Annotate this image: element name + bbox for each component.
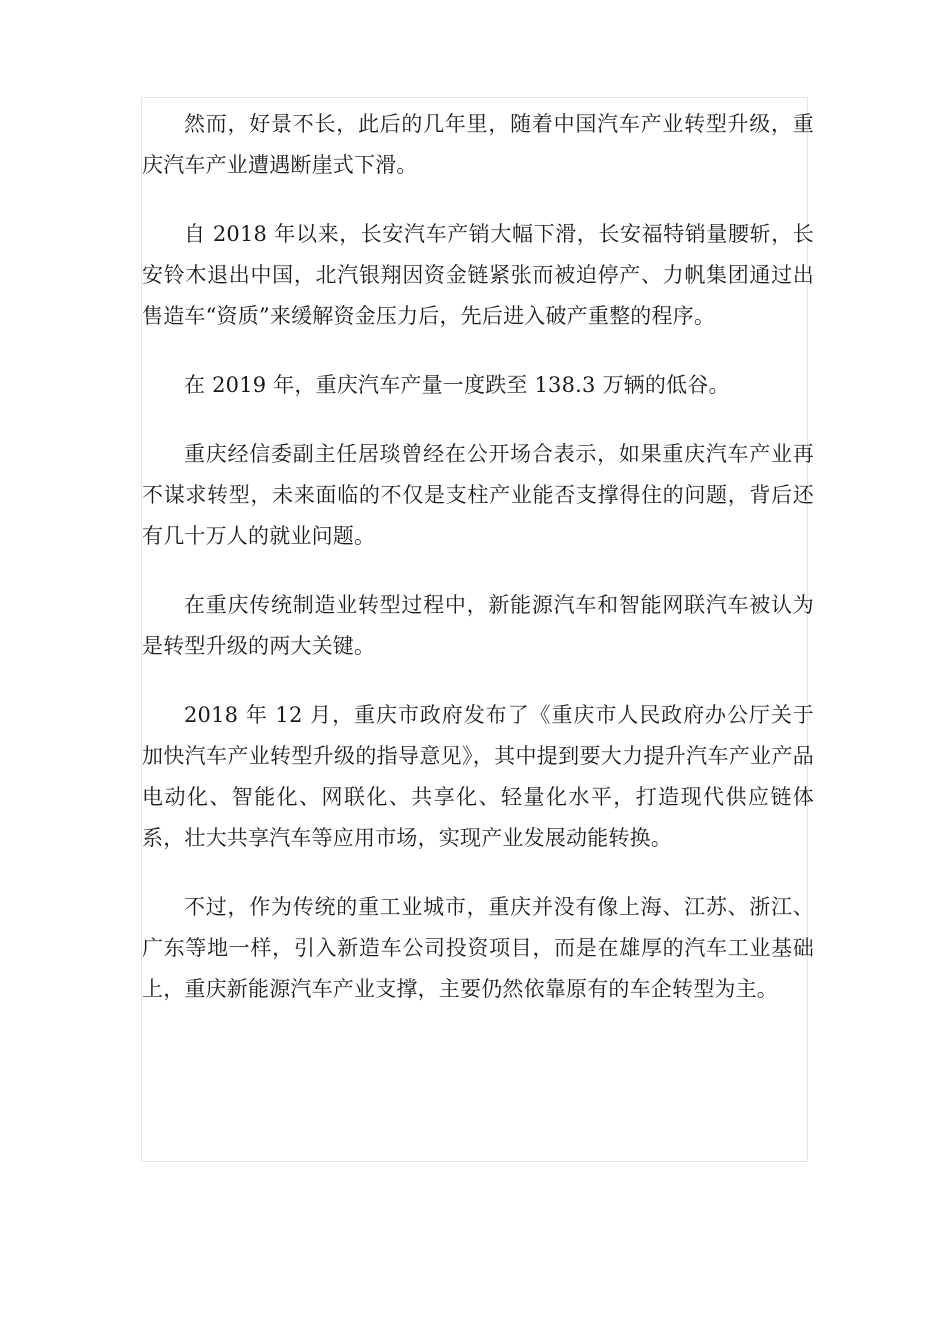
paragraph-1: 然而，好景不长，此后的几年里，随着中国汽车产业转型升级，重庆汽车产业遭遇断崖式下滑。 xyxy=(142,112,814,177)
paragraph-3: 在 2019 年，重庆汽车产量一度跌至 138.3 万辆的低谷。 xyxy=(184,373,730,397)
paragraph-4: 重庆经信委副主任居琰曾经在公开场合表示，如果重庆汽车产业再不谋求转型，未来面临的不仅是支柱产业能否支撑得住的问题，背后还有几十万人的就业问题。 xyxy=(142,442,814,548)
paragraph-5: 在重庆传统制造业转型过程中，新能源汽车和智能网联汽车被认为是转型升级的两大关键。 xyxy=(142,593,814,658)
paragraph-7: 不过，作为传统的重工业城市，重庆并没有像上海、江苏、浙江、广东等地一样，引入新造车公司投资项目，而是在雄厚的汽车工业基础上，重庆新能源汽车产业支撑，主要仍然依靠原有的车企转型为主。 xyxy=(142,895,814,1001)
article-body xyxy=(142,104,814,1038)
paragraph-2: 自 2018 年以来，长安汽车产销大幅下滑，长安福特销量腰斩，长安铃木退出中国，北汽银翔因资金链紧张而被迫停产、力帆集团通过出售造车“资质”来缓解资金压力后，先后进入破产重整的程序。 xyxy=(142,222,814,328)
paragraph-6: 2018 年 12 月，重庆市政府发布了《重庆市人民政府办公厅关于加快汽车产业转型升级的指导意见》，其中提到要大力提升汽车产业产品电动化、智能化、网联化、共享化、轻量化水平，打造现代供应链体系，壮大共享汽车等应用市场，实现产业发展动能转换。 xyxy=(142,703,814,850)
